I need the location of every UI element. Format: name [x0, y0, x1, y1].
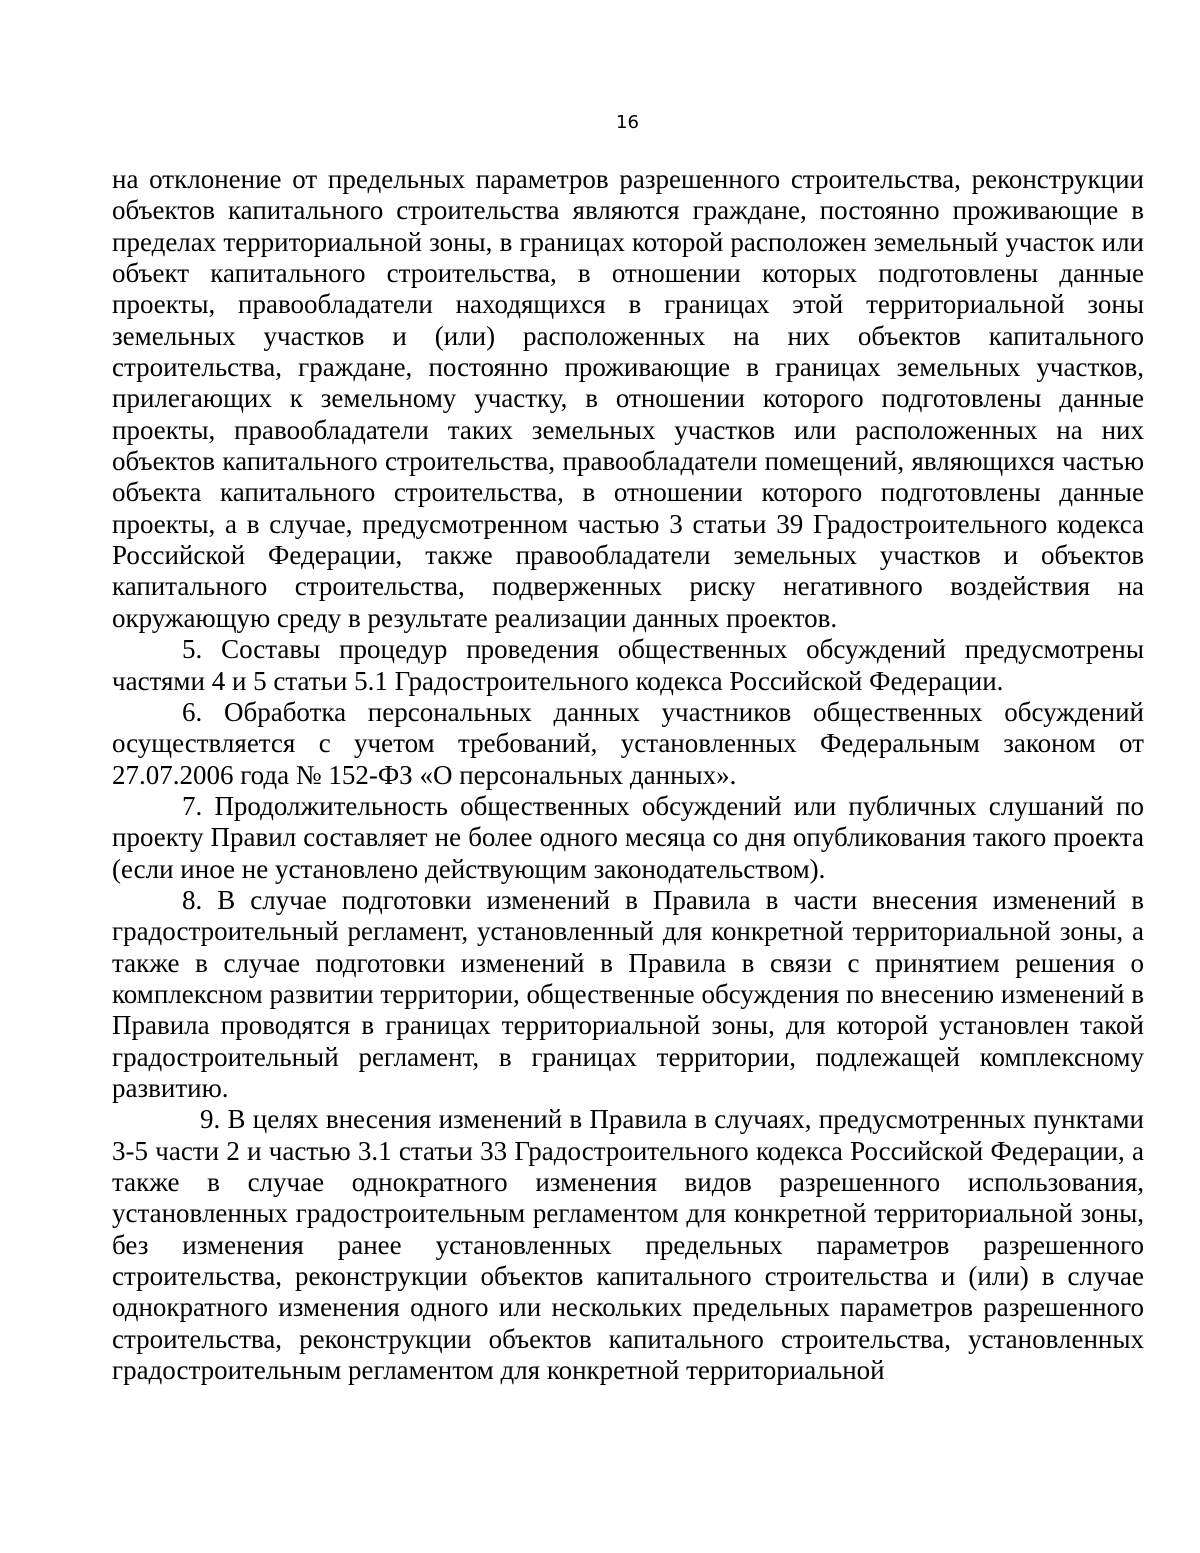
page-number: 16	[616, 112, 639, 133]
document-body	[112, 164, 1144, 1386]
paragraph-9: 9. В целях внесения изменений в Правила в случаях, предусмотренных пунктами 3-5 части 2 и частью 3.1 статьи 33 Градостроительного кодекса Российской Федерации, а также в случае однократного изменения видов разрешенного использования, установленных градостроительным регламентом для конкретной территориальной зоны, без изменения ранее установленных предельных параметров разрешенного строительства, реконструкции объектов капитального строительства и (или) в случае однократного изменения одного или нескольких предельных параметров разрешенного строительства, реконструкции объектов капитального строительства, установленных градостроительным регламентом для конкретной территориальной	[112, 1104, 1144, 1386]
paragraph-continuation: на отклонение от предельных параметров разрешенного строительства, реконструкции объектов капитального строительства являются граждане, постоянно проживающие в пределах территориальной зоны, в границах которой расположен земельный участок или объект капитального строительства, в отношении которых подготовлены данные проекты, правообладатели находящихся в границах этой территориальной зоны земельных участков и (или) расположенных на них объектов капитального строительства, граждане, постоянно проживающие в границах земельных участков, прилегающих к земельному участку, в отношении которого подготовлены данные проекты, правообладатели таких земельных участков или расположенных на них объектов капитального строительства, правообладатели помещений, являющихся частью объекта капитального строительства, в отношении которого подготовлены данные проекты, а в случае, предусмотренном частью 3 статьи 39 Градостроительного кодекса Российской Федерации, также правообладатели земельных участков и объектов капитального строительства, подверженных риску негативного воздействия на окружающую среду в результате реализации данных проектов.	[112, 164, 1144, 633]
paragraph-6: 6. Обработка персональных данных участников общественных обсуждений осуществляется с учетом требований, установленных Федеральным законом от 27.07.2006 года № 152-ФЗ «О персональных данных».	[112, 696, 1144, 790]
paragraph-8: 8. В случае подготовки изменений в Правила в части внесения изменений в градостроительный регламент, установленный для конкретной территориальной зоны, а также в случае подготовки изменений в Правила в связи с принятием решения о комплексном развитии территории, общественные обсуждения по внесению изменений в Правила проводятся в границах территориальной зоны, для которой установлен такой градостроительный регламент, в границах территории, подлежащей комплексному развитию.	[112, 884, 1144, 1103]
paragraph-5: 5. Составы процедур проведения общественных обсуждений предусмотрены частями 4 и 5 статьи 5.1 Градостроительного кодекса Российской Федерации.	[112, 634, 1144, 696]
paragraph-7: 7. Продолжительность общественных обсуждений или публичных слушаний по проекту Правил составляет не более одного месяца со дня опубликования такого проекта (если иное не установлено действующим законодательством).	[112, 790, 1144, 884]
